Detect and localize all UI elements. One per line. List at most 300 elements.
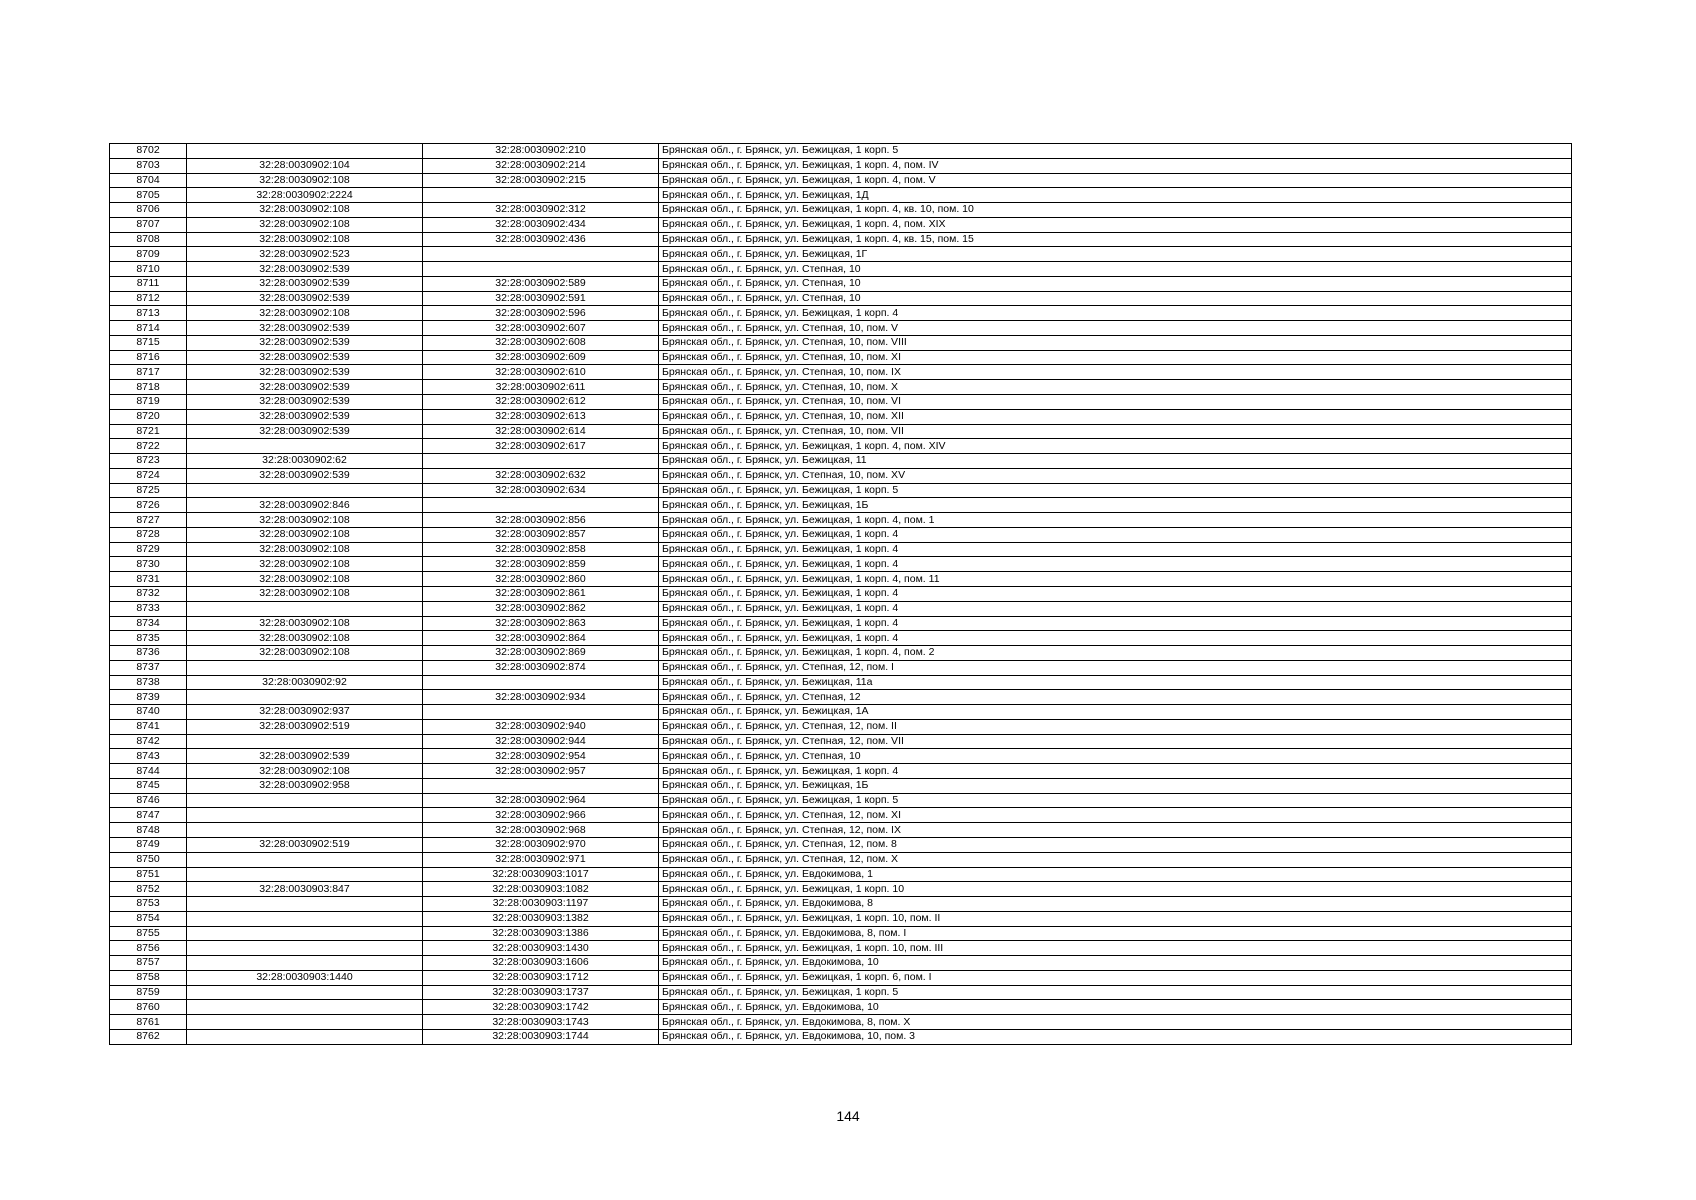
row-number-cell: 8741 <box>110 719 187 734</box>
row-number-cell: 8711 <box>110 276 187 291</box>
table-row <box>110 660 1572 675</box>
object-cadastral-number-cell <box>423 454 659 469</box>
row-number-cell: 8730 <box>110 557 187 572</box>
address-cell: Брянская обл., г. Брянск, ул. Степная, 10, пом. VI <box>659 395 1572 410</box>
table-row <box>110 395 1572 410</box>
land-cadastral-number-cell: 32:28:0030903:1440 <box>187 970 423 985</box>
object-cadastral-number-cell: 32:28:0030902:944 <box>423 734 659 749</box>
object-cadastral-number-cell: 32:28:0030902:634 <box>423 483 659 498</box>
land-cadastral-number-cell: 32:28:0030902:92 <box>187 675 423 690</box>
row-number-cell: 8725 <box>110 483 187 498</box>
object-cadastral-number-cell: 32:28:0030902:613 <box>423 409 659 424</box>
land-cadastral-number-cell: 32:28:0030902:108 <box>187 764 423 779</box>
row-number-cell: 8755 <box>110 926 187 941</box>
table-row <box>110 808 1572 823</box>
table-row <box>110 454 1572 469</box>
land-cadastral-number-cell: 32:28:0030902:108 <box>187 586 423 601</box>
land-cadastral-number-cell <box>187 926 423 941</box>
land-cadastral-number-cell: 32:28:0030902:539 <box>187 749 423 764</box>
row-number-cell: 8740 <box>110 705 187 720</box>
object-cadastral-number-cell <box>423 188 659 203</box>
object-cadastral-number-cell: 32:28:0030902:614 <box>423 424 659 439</box>
object-cadastral-number-cell: 32:28:0030902:964 <box>423 793 659 808</box>
object-cadastral-number-cell: 32:28:0030902:934 <box>423 690 659 705</box>
object-cadastral-number-cell: 32:28:0030902:214 <box>423 158 659 173</box>
land-cadastral-number-cell <box>187 808 423 823</box>
address-cell: Брянская обл., г. Брянск, ул. Евдокимова, 8, пом. X <box>659 1015 1572 1030</box>
row-number-cell: 8720 <box>110 409 187 424</box>
object-cadastral-number-cell <box>423 247 659 262</box>
address-cell: Брянская обл., г. Брянск, ул. Бежицкая, 1 корп. 4 <box>659 557 1572 572</box>
address-cell: Брянская обл., г. Брянск, ул. Бежицкая, 1 корп. 6, пом. I <box>659 970 1572 985</box>
land-cadastral-number-cell: 32:28:0030902:108 <box>187 616 423 631</box>
row-number-cell: 8716 <box>110 350 187 365</box>
row-number-cell: 8748 <box>110 823 187 838</box>
object-cadastral-number-cell: 32:28:0030902:612 <box>423 395 659 410</box>
table-row <box>110 350 1572 365</box>
land-cadastral-number-cell: 32:28:0030902:108 <box>187 631 423 646</box>
land-cadastral-number-cell <box>187 734 423 749</box>
object-cadastral-number-cell: 32:28:0030902:864 <box>423 631 659 646</box>
address-cell: Брянская обл., г. Брянск, ул. Евдокимова, 10 <box>659 1000 1572 1015</box>
row-number-cell: 8751 <box>110 867 187 882</box>
land-cadastral-number-cell <box>187 144 423 159</box>
table-row <box>110 1029 1572 1044</box>
land-cadastral-number-cell: 32:28:0030902:62 <box>187 454 423 469</box>
table-row <box>110 778 1572 793</box>
table-row <box>110 616 1572 631</box>
row-number-cell: 8732 <box>110 586 187 601</box>
land-cadastral-number-cell <box>187 823 423 838</box>
land-cadastral-number-cell: 32:28:0030902:523 <box>187 247 423 262</box>
address-cell: Брянская обл., г. Брянск, ул. Степная, 10 <box>659 291 1572 306</box>
row-number-cell: 8722 <box>110 439 187 454</box>
object-cadastral-number-cell: 32:28:0030903:1382 <box>423 911 659 926</box>
table-row <box>110 941 1572 956</box>
row-number-cell: 8705 <box>110 188 187 203</box>
row-number-cell: 8736 <box>110 646 187 661</box>
object-cadastral-number-cell: 32:28:0030902:608 <box>423 335 659 350</box>
row-number-cell: 8749 <box>110 837 187 852</box>
row-number-cell: 8743 <box>110 749 187 764</box>
table-row <box>110 705 1572 720</box>
row-number-cell: 8704 <box>110 173 187 188</box>
row-number-cell: 8723 <box>110 454 187 469</box>
address-cell: Брянская обл., г. Брянск, ул. Бежицкая, 1 корп. 5 <box>659 144 1572 159</box>
table-row <box>110 557 1572 572</box>
address-cell: Брянская обл., г. Брянск, ул. Евдокимова, 10, пом. 3 <box>659 1029 1572 1044</box>
object-cadastral-number-cell: 32:28:0030902:434 <box>423 217 659 232</box>
table-row <box>110 1000 1572 1015</box>
table-row <box>110 276 1572 291</box>
table-row <box>110 867 1572 882</box>
land-cadastral-number-cell: 32:28:0030902:108 <box>187 306 423 321</box>
address-cell: Брянская обл., г. Брянск, ул. Евдокимова, 8, пом. I <box>659 926 1572 941</box>
object-cadastral-number-cell: 32:28:0030902:869 <box>423 646 659 661</box>
table-row <box>110 734 1572 749</box>
object-cadastral-number-cell: 32:28:0030902:940 <box>423 719 659 734</box>
table-row <box>110 926 1572 941</box>
row-number-cell: 8752 <box>110 882 187 897</box>
register-table-body <box>110 144 1572 1045</box>
table-row <box>110 1015 1572 1030</box>
table-row <box>110 306 1572 321</box>
land-cadastral-number-cell: 32:28:0030902:539 <box>187 350 423 365</box>
table-row <box>110 882 1572 897</box>
address-cell: Брянская обл., г. Брянск, ул. Степная, 12, пом. 8 <box>659 837 1572 852</box>
address-cell: Брянская обл., г. Брянск, ул. Бежицкая, 1 корп. 4, пом. V <box>659 173 1572 188</box>
land-cadastral-number-cell <box>187 439 423 454</box>
table-row <box>110 793 1572 808</box>
address-cell: Брянская обл., г. Брянск, ул. Бежицкая, 1 корп. 4 <box>659 542 1572 557</box>
address-cell: Брянская обл., г. Брянск, ул. Степная, 12, пом. XI <box>659 808 1572 823</box>
address-cell: Брянская обл., г. Брянск, ул. Бежицкая, 1А <box>659 705 1572 720</box>
land-cadastral-number-cell: 32:28:0030903:847 <box>187 882 423 897</box>
object-cadastral-number-cell: 32:28:0030902:863 <box>423 616 659 631</box>
object-cadastral-number-cell: 32:28:0030902:857 <box>423 527 659 542</box>
table-row <box>110 852 1572 867</box>
object-cadastral-number-cell: 32:28:0030902:611 <box>423 380 659 395</box>
row-number-cell: 8737 <box>110 660 187 675</box>
table-row <box>110 513 1572 528</box>
address-cell: Брянская обл., г. Брянск, ул. Бежицкая, 1 корп. 4, пом. 2 <box>659 646 1572 661</box>
land-cadastral-number-cell: 32:28:0030902:108 <box>187 217 423 232</box>
table-row <box>110 262 1572 277</box>
object-cadastral-number-cell <box>423 675 659 690</box>
address-cell: Брянская обл., г. Брянск, ул. Степная, 12, пом. VII <box>659 734 1572 749</box>
row-number-cell: 8718 <box>110 380 187 395</box>
address-cell: Брянская обл., г. Брянск, ул. Бежицкая, 1 корп. 10, пом. III <box>659 941 1572 956</box>
row-number-cell: 8735 <box>110 631 187 646</box>
object-cadastral-number-cell: 32:28:0030902:596 <box>423 306 659 321</box>
address-cell: Брянская обл., г. Брянск, ул. Бежицкая, 1 корп. 4, пом. XIV <box>659 439 1572 454</box>
address-cell: Брянская обл., г. Брянск, ул. Степная, 12 <box>659 690 1572 705</box>
address-cell: Брянская обл., г. Брянск, ул. Бежицкая, 11 <box>659 454 1572 469</box>
table-row <box>110 247 1572 262</box>
object-cadastral-number-cell: 32:28:0030902:957 <box>423 764 659 779</box>
object-cadastral-number-cell <box>423 705 659 720</box>
table-row <box>110 439 1572 454</box>
table-row <box>110 380 1572 395</box>
row-number-cell: 8712 <box>110 291 187 306</box>
table-row <box>110 203 1572 218</box>
object-cadastral-number-cell: 32:28:0030902:971 <box>423 852 659 867</box>
land-cadastral-number-cell: 32:28:0030902:539 <box>187 409 423 424</box>
land-cadastral-number-cell <box>187 897 423 912</box>
table-row <box>110 823 1572 838</box>
object-cadastral-number-cell: 32:28:0030903:1712 <box>423 970 659 985</box>
register-table <box>109 143 1572 1045</box>
row-number-cell: 8724 <box>110 468 187 483</box>
object-cadastral-number-cell: 32:28:0030903:1430 <box>423 941 659 956</box>
row-number-cell: 8721 <box>110 424 187 439</box>
address-cell: Брянская обл., г. Брянск, ул. Бежицкая, 1 корп. 4, пом. 11 <box>659 572 1572 587</box>
row-number-cell: 8710 <box>110 262 187 277</box>
table-row <box>110 631 1572 646</box>
address-cell: Брянская обл., г. Брянск, ул. Бежицкая, 11а <box>659 675 1572 690</box>
object-cadastral-number-cell: 32:28:0030902:874 <box>423 660 659 675</box>
object-cadastral-number-cell: 32:28:0030902:215 <box>423 173 659 188</box>
address-cell: Брянская обл., г. Брянск, ул. Степная, 10, пом. VIII <box>659 335 1572 350</box>
row-number-cell: 8731 <box>110 572 187 587</box>
table-row <box>110 321 1572 336</box>
land-cadastral-number-cell: 32:28:0030902:108 <box>187 527 423 542</box>
address-cell: Брянская обл., г. Брянск, ул. Степная, 10 <box>659 262 1572 277</box>
land-cadastral-number-cell <box>187 1000 423 1015</box>
row-number-cell: 8733 <box>110 601 187 616</box>
address-cell: Брянская обл., г. Брянск, ул. Бежицкая, 1 корп. 5 <box>659 985 1572 1000</box>
row-number-cell: 8714 <box>110 321 187 336</box>
land-cadastral-number-cell <box>187 941 423 956</box>
table-row <box>110 527 1572 542</box>
land-cadastral-number-cell <box>187 852 423 867</box>
land-cadastral-number-cell: 32:28:0030902:108 <box>187 173 423 188</box>
table-row <box>110 542 1572 557</box>
object-cadastral-number-cell: 32:28:0030903:1737 <box>423 985 659 1000</box>
row-number-cell: 8754 <box>110 911 187 926</box>
land-cadastral-number-cell: 32:28:0030902:539 <box>187 262 423 277</box>
table-row <box>110 646 1572 661</box>
address-cell: Брянская обл., г. Брянск, ул. Бежицкая, 1 корп. 4, пом. IV <box>659 158 1572 173</box>
object-cadastral-number-cell: 32:28:0030902:589 <box>423 276 659 291</box>
table-row <box>110 498 1572 513</box>
land-cadastral-number-cell <box>187 956 423 971</box>
address-cell: Брянская обл., г. Брянск, ул. Евдокимова, 8 <box>659 897 1572 912</box>
address-cell: Брянская обл., г. Брянск, ул. Бежицкая, 1 корп. 4, пом. XIX <box>659 217 1572 232</box>
land-cadastral-number-cell: 32:28:0030902:519 <box>187 719 423 734</box>
object-cadastral-number-cell: 32:28:0030902:856 <box>423 513 659 528</box>
object-cadastral-number-cell: 32:28:0030903:1742 <box>423 1000 659 1015</box>
row-number-cell: 8707 <box>110 217 187 232</box>
row-number-cell: 8757 <box>110 956 187 971</box>
table-row <box>110 424 1572 439</box>
land-cadastral-number-cell: 32:28:0030902:539 <box>187 468 423 483</box>
table-row <box>110 144 1572 159</box>
object-cadastral-number-cell <box>423 778 659 793</box>
address-cell: Брянская обл., г. Брянск, ул. Бежицкая, 1 корп. 4, пом. 1 <box>659 513 1572 528</box>
land-cadastral-number-cell: 32:28:0030902:539 <box>187 335 423 350</box>
address-cell: Брянская обл., г. Брянск, ул. Бежицкая, 1 корп. 5 <box>659 793 1572 808</box>
object-cadastral-number-cell: 32:28:0030902:860 <box>423 572 659 587</box>
address-cell: Брянская обл., г. Брянск, ул. Степная, 12, пом. X <box>659 852 1572 867</box>
address-cell: Брянская обл., г. Брянск, ул. Бежицкая, 1 корп. 4 <box>659 764 1572 779</box>
address-cell: Брянская обл., г. Брянск, ул. Бежицкая, 1Д <box>659 188 1572 203</box>
table-row <box>110 601 1572 616</box>
land-cadastral-number-cell: 32:28:0030902:108 <box>187 572 423 587</box>
land-cadastral-number-cell: 32:28:0030902:108 <box>187 557 423 572</box>
row-number-cell: 8745 <box>110 778 187 793</box>
row-number-cell: 8738 <box>110 675 187 690</box>
table-row <box>110 970 1572 985</box>
row-number-cell: 8750 <box>110 852 187 867</box>
table-row <box>110 690 1572 705</box>
object-cadastral-number-cell: 32:28:0030902:970 <box>423 837 659 852</box>
object-cadastral-number-cell: 32:28:0030902:862 <box>423 601 659 616</box>
address-cell: Брянская обл., г. Брянск, ул. Бежицкая, 1 корп. 4, кв. 10, пом. 10 <box>659 203 1572 218</box>
address-cell: Брянская обл., г. Брянск, ул. Бежицкая, 1 корп. 4 <box>659 306 1572 321</box>
address-cell: Брянская обл., г. Брянск, ул. Бежицкая, 1 корп. 10, пом. II <box>659 911 1572 926</box>
land-cadastral-number-cell: 32:28:0030902:108 <box>187 513 423 528</box>
table-row <box>110 956 1572 971</box>
row-number-cell: 8753 <box>110 897 187 912</box>
object-cadastral-number-cell: 32:28:0030903:1743 <box>423 1015 659 1030</box>
table-row <box>110 764 1572 779</box>
address-cell: Брянская обл., г. Брянск, ул. Степная, 10, пом. X <box>659 380 1572 395</box>
land-cadastral-number-cell: 32:28:0030902:539 <box>187 365 423 380</box>
address-cell: Брянская обл., г. Брянск, ул. Бежицкая, 1 корп. 4 <box>659 631 1572 646</box>
address-cell: Брянская обл., г. Брянск, ул. Степная, 10 <box>659 749 1572 764</box>
table-row <box>110 586 1572 601</box>
object-cadastral-number-cell: 32:28:0030902:210 <box>423 144 659 159</box>
object-cadastral-number-cell: 32:28:0030902:858 <box>423 542 659 557</box>
row-number-cell: 8734 <box>110 616 187 631</box>
row-number-cell: 8726 <box>110 498 187 513</box>
land-cadastral-number-cell: 32:28:0030902:539 <box>187 276 423 291</box>
row-number-cell: 8713 <box>110 306 187 321</box>
table-row <box>110 365 1572 380</box>
address-cell: Брянская обл., г. Брянск, ул. Степная, 10, пом. XII <box>659 409 1572 424</box>
land-cadastral-number-cell <box>187 867 423 882</box>
object-cadastral-number-cell: 32:28:0030902:966 <box>423 808 659 823</box>
object-cadastral-number-cell: 32:28:0030903:1017 <box>423 867 659 882</box>
table-row <box>110 837 1572 852</box>
address-cell: Брянская обл., г. Брянск, ул. Степная, 12, пом. IX <box>659 823 1572 838</box>
object-cadastral-number-cell: 32:28:0030902:610 <box>423 365 659 380</box>
object-cadastral-number-cell <box>423 262 659 277</box>
address-cell: Брянская обл., г. Брянск, ул. Бежицкая, 1 корп. 4 <box>659 601 1572 616</box>
row-number-cell: 8728 <box>110 527 187 542</box>
land-cadastral-number-cell <box>187 1015 423 1030</box>
address-cell: Брянская обл., г. Брянск, ул. Степная, 10, пом. XV <box>659 468 1572 483</box>
object-cadastral-number-cell: 32:28:0030902:861 <box>423 586 659 601</box>
address-cell: Брянская обл., г. Брянск, ул. Степная, 12, пом. II <box>659 719 1572 734</box>
address-cell: Брянская обл., г. Брянск, ул. Бежицкая, 1 корп. 4 <box>659 616 1572 631</box>
table-row <box>110 188 1572 203</box>
address-cell: Брянская обл., г. Брянск, ул. Бежицкая, 1Б <box>659 778 1572 793</box>
address-cell: Брянская обл., г. Брянск, ул. Степная, 10 <box>659 276 1572 291</box>
table-row <box>110 409 1572 424</box>
land-cadastral-number-cell: 32:28:0030902:539 <box>187 395 423 410</box>
address-cell: Брянская обл., г. Брянск, ул. Бежицкая, 1Б <box>659 498 1572 513</box>
row-number-cell: 8706 <box>110 203 187 218</box>
land-cadastral-number-cell <box>187 690 423 705</box>
address-cell: Брянская обл., г. Брянск, ул. Бежицкая, 1 корп. 10 <box>659 882 1572 897</box>
address-cell: Брянская обл., г. Брянск, ул. Бежицкая, 1 корп. 4 <box>659 527 1572 542</box>
table-row <box>110 217 1572 232</box>
object-cadastral-number-cell: 32:28:0030902:954 <box>423 749 659 764</box>
row-number-cell: 8727 <box>110 513 187 528</box>
table-row <box>110 985 1572 1000</box>
land-cadastral-number-cell: 32:28:0030902:108 <box>187 542 423 557</box>
table-row <box>110 749 1572 764</box>
object-cadastral-number-cell: 32:28:0030903:1606 <box>423 956 659 971</box>
table-row <box>110 572 1572 587</box>
land-cadastral-number-cell <box>187 1029 423 1044</box>
row-number-cell: 8719 <box>110 395 187 410</box>
object-cadastral-number-cell: 32:28:0030903:1386 <box>423 926 659 941</box>
object-cadastral-number-cell: 32:28:0030903:1082 <box>423 882 659 897</box>
object-cadastral-number-cell: 32:28:0030902:312 <box>423 203 659 218</box>
row-number-cell: 8703 <box>110 158 187 173</box>
land-cadastral-number-cell: 32:28:0030902:108 <box>187 232 423 247</box>
row-number-cell: 8708 <box>110 232 187 247</box>
table-row <box>110 173 1572 188</box>
row-number-cell: 8702 <box>110 144 187 159</box>
object-cadastral-number-cell: 32:28:0030902:859 <box>423 557 659 572</box>
address-cell: Брянская обл., г. Брянск, ул. Бежицкая, 1Г <box>659 247 1572 262</box>
land-cadastral-number-cell: 32:28:0030902:104 <box>187 158 423 173</box>
land-cadastral-number-cell: 32:28:0030902:539 <box>187 321 423 336</box>
row-number-cell: 8758 <box>110 970 187 985</box>
row-number-cell: 8717 <box>110 365 187 380</box>
row-number-cell: 8742 <box>110 734 187 749</box>
row-number-cell: 8761 <box>110 1015 187 1030</box>
land-cadastral-number-cell: 32:28:0030902:539 <box>187 291 423 306</box>
row-number-cell: 8709 <box>110 247 187 262</box>
row-number-cell: 8747 <box>110 808 187 823</box>
page-number: 144 <box>836 1108 860 1124</box>
address-cell: Брянская обл., г. Брянск, ул. Степная, 10, пом. V <box>659 321 1572 336</box>
land-cadastral-number-cell: 32:28:0030902:937 <box>187 705 423 720</box>
object-cadastral-number-cell: 32:28:0030902:609 <box>423 350 659 365</box>
table-row <box>110 719 1572 734</box>
address-cell: Брянская обл., г. Брянск, ул. Степная, 10, пом. VII <box>659 424 1572 439</box>
row-number-cell: 8729 <box>110 542 187 557</box>
object-cadastral-number-cell: 32:28:0030902:436 <box>423 232 659 247</box>
address-cell: Брянская обл., г. Брянск, ул. Бежицкая, 1 корп. 5 <box>659 483 1572 498</box>
table-row <box>110 291 1572 306</box>
row-number-cell: 8756 <box>110 941 187 956</box>
table-row <box>110 158 1572 173</box>
object-cadastral-number-cell: 32:28:0030902:617 <box>423 439 659 454</box>
object-cadastral-number-cell: 32:28:0030902:968 <box>423 823 659 838</box>
address-cell: Брянская обл., г. Брянск, ул. Евдокимова, 10 <box>659 956 1572 971</box>
row-number-cell: 8759 <box>110 985 187 1000</box>
land-cadastral-number-cell: 32:28:0030902:539 <box>187 380 423 395</box>
address-cell: Брянская обл., г. Брянск, ул. Бежицкая, 1 корп. 4, кв. 15, пом. 15 <box>659 232 1572 247</box>
row-number-cell: 8762 <box>110 1029 187 1044</box>
object-cadastral-number-cell: 32:28:0030902:607 <box>423 321 659 336</box>
table-row <box>110 468 1572 483</box>
row-number-cell: 8760 <box>110 1000 187 1015</box>
address-cell: Брянская обл., г. Брянск, ул. Степная, 10, пом. XI <box>659 350 1572 365</box>
object-cadastral-number-cell: 32:28:0030902:632 <box>423 468 659 483</box>
land-cadastral-number-cell <box>187 601 423 616</box>
land-cadastral-number-cell <box>187 911 423 926</box>
row-number-cell: 8739 <box>110 690 187 705</box>
land-cadastral-number-cell <box>187 483 423 498</box>
land-cadastral-number-cell <box>187 793 423 808</box>
land-cadastral-number-cell <box>187 985 423 1000</box>
table-row <box>110 335 1572 350</box>
row-number-cell: 8744 <box>110 764 187 779</box>
table-row <box>110 675 1572 690</box>
address-cell: Брянская обл., г. Брянск, ул. Евдокимова, 1 <box>659 867 1572 882</box>
land-cadastral-number-cell: 32:28:0030902:846 <box>187 498 423 513</box>
table-row <box>110 232 1572 247</box>
land-cadastral-number-cell: 32:28:0030902:519 <box>187 837 423 852</box>
table-row <box>110 483 1572 498</box>
row-number-cell: 8746 <box>110 793 187 808</box>
object-cadastral-number-cell: 32:28:0030902:591 <box>423 291 659 306</box>
land-cadastral-number-cell: 32:28:0030902:958 <box>187 778 423 793</box>
land-cadastral-number-cell <box>187 660 423 675</box>
address-cell: Брянская обл., г. Брянск, ул. Степная, 12, пом. I <box>659 660 1572 675</box>
address-cell: Брянская обл., г. Брянск, ул. Бежицкая, 1 корп. 4 <box>659 586 1572 601</box>
land-cadastral-number-cell: 32:28:0030902:539 <box>187 424 423 439</box>
land-cadastral-number-cell: 32:28:0030902:108 <box>187 203 423 218</box>
object-cadastral-number-cell: 32:28:0030903:1744 <box>423 1029 659 1044</box>
